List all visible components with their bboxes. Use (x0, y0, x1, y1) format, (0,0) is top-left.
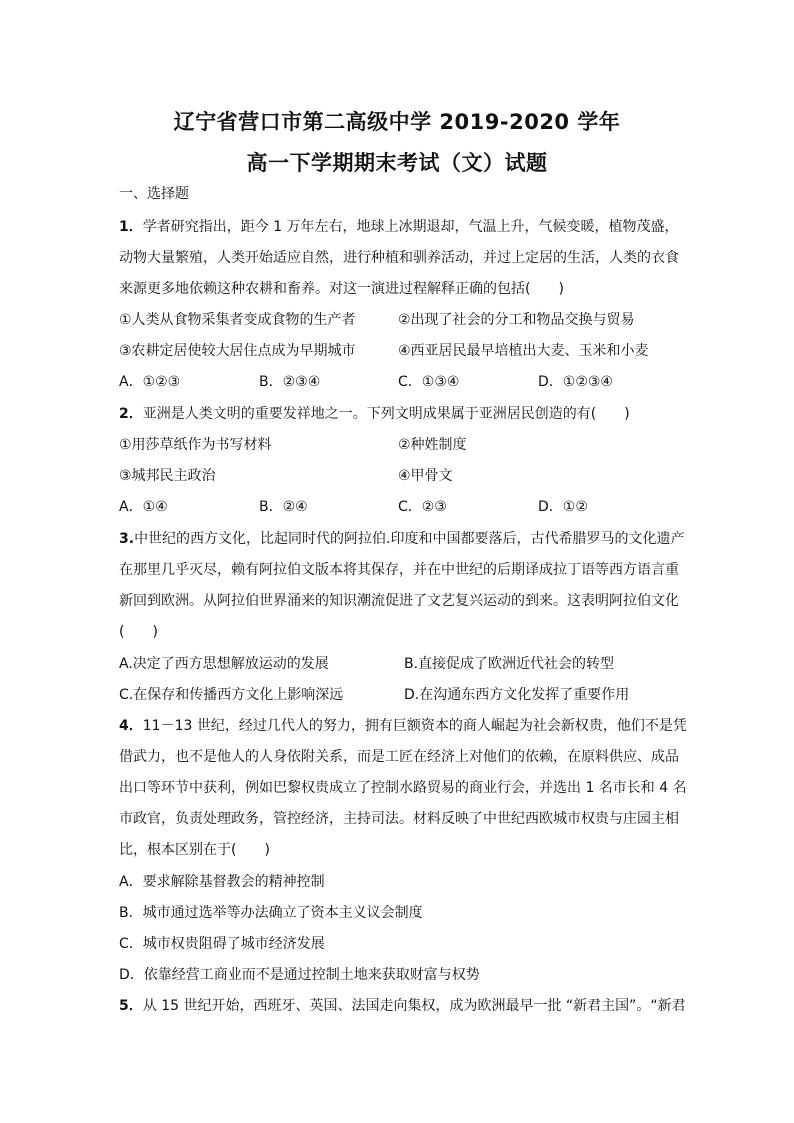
q3-option-d: D.在沟通东西方文化发挥了重要作用 (404, 687, 630, 703)
q1-statement-4: ④西亚居民最早培植出大麦、玉米和小麦 (398, 343, 649, 359)
q1-line3: 来源更多地依赖这种农耕和畜养。对这一演进过程解释正确的包括( ) (119, 281, 564, 297)
q4-line2: 借武力，也不是他人的人身依附关系，而是工匠在经济上对他们的依赖，在原料供应、成品 (119, 749, 679, 765)
q4-option-c: C．城市权贵阻碍了城市经济发展 (119, 936, 325, 952)
q3-line4: ( ) (119, 624, 158, 640)
q2-statement-4: ④甲骨文 (398, 468, 453, 484)
q2-statement-1: ①用莎草纸作为书写材料 (119, 437, 272, 453)
q1-option-b: B．②③④ (259, 374, 321, 390)
q4-option-a: A．要求解除基督教会的精神控制 (119, 874, 325, 890)
q2-line1 (119, 404, 630, 424)
q5-text1: 从 15 世纪开始，西班牙、英国、法国走向集权，成为欧洲最早一批 “新君主国”。“新君 (142, 998, 686, 1014)
q4-option-b: B．城市通过选举等办法确立了资本主义议会制度 (119, 905, 423, 921)
q2-statement-3: ③城邦民主政治 (119, 468, 216, 484)
q4-line4: 市政官，负责处理政务，管控经济，主持司法。材料反映了中世纪西欧城市权贵与庄园主相 (119, 811, 679, 827)
q3-line3: 新回到欧洲。从阿拉伯世界涌来的知识潮流促进了文艺复兴运动的到来。这表明阿拉伯文化 (119, 593, 679, 609)
q3-line1 (119, 529, 685, 549)
q4-line1 (119, 716, 687, 736)
q3-option-c: C.在保存和传播西方文化上影响深远 (119, 687, 344, 703)
q2-number: 2． (119, 406, 143, 422)
q1-text1: 学者研究指出，距今 1 万年左右，地球上冰期退却，气温上升，气候变暖，植物茂盛， (142, 219, 679, 235)
q1-option-c: C．①③④ (398, 374, 460, 390)
section-heading: 一、选择题 (119, 186, 189, 202)
q1-option-d: D．①②③④ (538, 374, 613, 390)
q5-line1 (119, 996, 686, 1016)
q1-number: 1． (119, 219, 143, 235)
q1-line2: 动物大量繁殖，人类开始适应自然，进行种植和驯养活动，并过上定居的生活，人类的衣食 (119, 250, 679, 266)
q1-option-a: A．①②③ (119, 374, 181, 390)
q3-line2: 在那里几乎灭尽，赖有阿拉伯文版本将其保存，并在中世纪的后期译成拉丁语等西方语言重 (119, 562, 679, 578)
q2-statement-2: ②种姓制度 (398, 437, 467, 453)
q4-text1: 11－13 世纪，经过几代人的努力，拥有巨额资本的商人崛起为社会新权贵，他们不是凭 (142, 718, 687, 734)
q2-option-a: A．①④ (119, 499, 168, 515)
q2-option-c: C．②③ (398, 499, 447, 515)
q4-option-d: D．依靠经营工商业而不是通过控制土地来获取财富与权势 (119, 967, 480, 983)
q1-line1 (119, 217, 679, 237)
q3-option-b: B.直接促成了欧洲近代社会的转型 (404, 656, 615, 672)
q4-number: 4． (119, 718, 143, 734)
q2-option-d: D．①② (538, 499, 588, 515)
q1-statement-1: ①人类从食物采集者变成食物的生产者 (119, 312, 356, 328)
q2-option-b: B．②④ (259, 499, 308, 515)
q3-number: 3. (119, 531, 135, 547)
q1-statement-2: ②出现了社会的分工和物品交换与贸易 (398, 312, 635, 328)
q5-number: 5． (119, 998, 143, 1014)
q2-text1: 亚洲是人类文明的重要发祥地之一。下列文明成果属于亚洲居民创造的有( ) (142, 406, 630, 422)
q3-option-a: A.决定了西方思想解放运动的发展 (119, 656, 329, 672)
exam-title-line2: 高一下学期期末考试（文）试题 (246, 151, 548, 175)
exam-title-line1: 辽宁省营口市第二高级中学 2019-2020 学年 (173, 110, 621, 134)
q4-line3: 出口等环节中获利，例如巴黎权贵成立了控制水路贸易的商业行会，并选出 1 名市长和 4 名 (119, 780, 687, 796)
q1-statement-3: ③农耕定居使较大居住点成为早期城市 (119, 343, 356, 359)
q4-line5: 比，根本区别在于( ) (119, 842, 270, 858)
q3-text1: 中世纪的西方文化，比起同时代的阿拉伯.印度和中国都要落后，古代希腊罗马的文化遗产 (134, 531, 685, 547)
